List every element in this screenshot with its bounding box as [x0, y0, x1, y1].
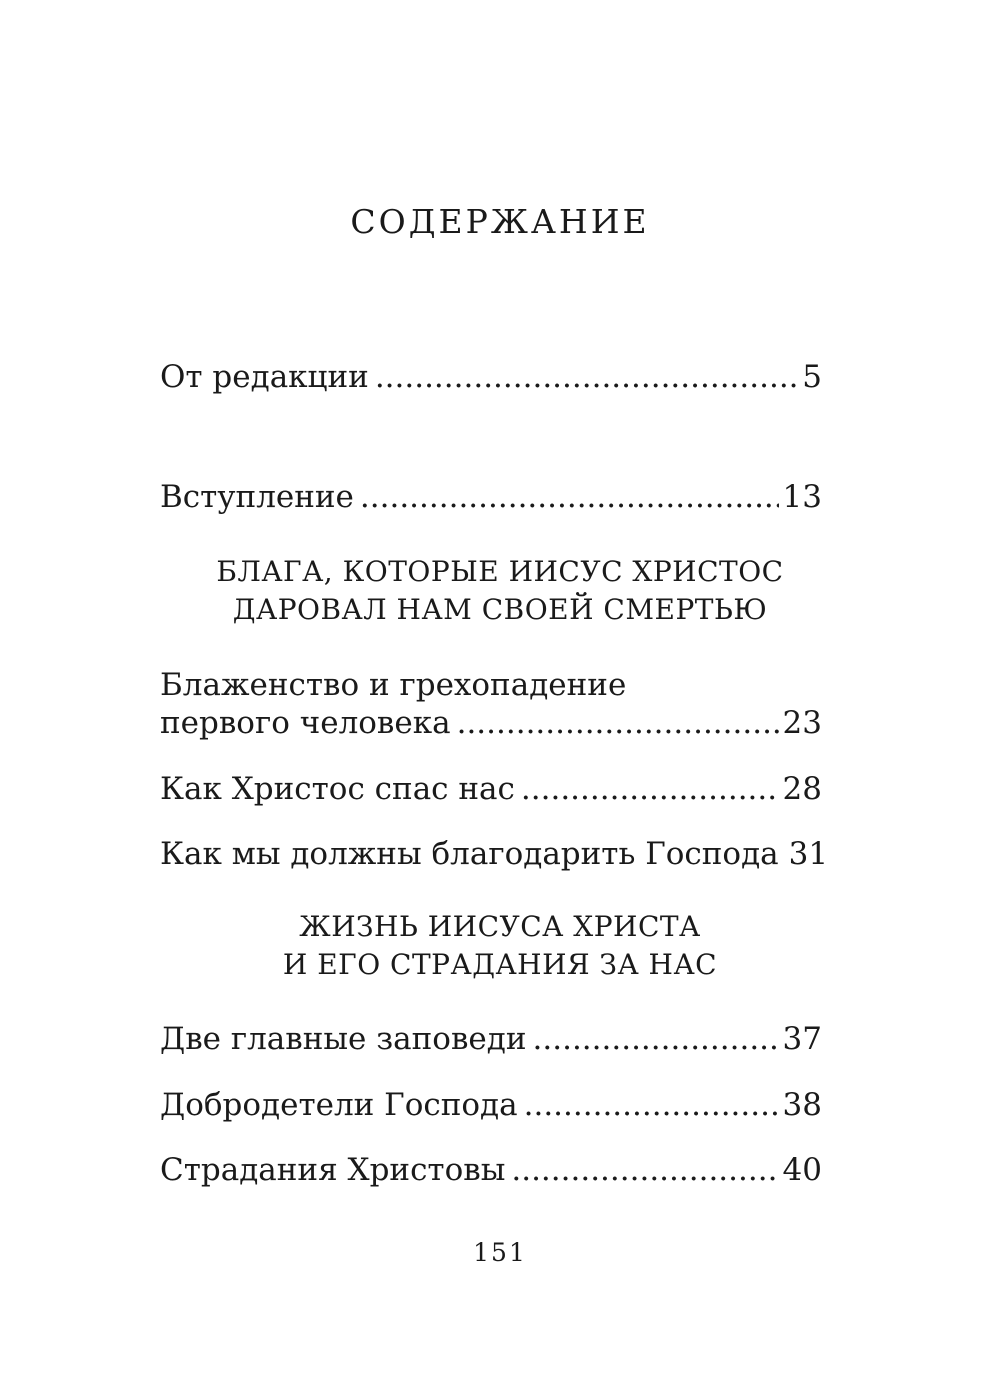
toc-entry-page: 13: [782, 479, 822, 515]
toc-entry-title: Две главные заповеди: [160, 1021, 527, 1057]
dot-leader: [360, 478, 779, 516]
toc-entry-title: Страдания Христовы: [160, 1152, 506, 1188]
page-number: 151: [473, 1238, 527, 1267]
toc-entry: [160, 1020, 822, 1058]
section-heading-line: ЖИЗНЬ ИИСУСА ХРИСТА: [299, 910, 701, 943]
toc-entry: [160, 835, 829, 873]
toc-entry: [160, 478, 822, 516]
toc-entry-title: Как мы должны благодарить Господа: [160, 836, 779, 872]
toc-entry-title-line: Блаженство и грехопадение: [160, 667, 627, 703]
section-heading: [160, 553, 840, 629]
toc-entry-page: 28: [782, 771, 822, 807]
toc-entry-page: 37: [782, 1021, 822, 1057]
toc-entry-title: Вступление: [160, 479, 354, 515]
toc-entry: [160, 666, 822, 742]
dot-leader: [457, 704, 779, 742]
page-title: СОДЕРЖАНИЕ: [350, 202, 650, 241]
toc-entry-title: От редакции: [160, 359, 369, 395]
toc-entry-title: первого человека: [160, 705, 451, 741]
section-heading-line: БЛАГА, КОТОРЫЕ ИИСУС ХРИСТОС: [216, 555, 784, 588]
toc-entry: [160, 1151, 822, 1189]
dot-leader: [511, 1151, 778, 1189]
toc-entry: [160, 358, 822, 396]
section-heading-line: И ЕГО СТРАДАНИЯ ЗА НАС: [282, 948, 718, 981]
section-heading-line: ДАРОВАЛ НАМ СВОЕЙ СМЕРТЬЮ: [232, 593, 768, 626]
toc-entry-page: 5: [802, 359, 822, 395]
dot-leader: [524, 1086, 779, 1124]
toc-entry: [160, 1086, 822, 1124]
dot-leader: [533, 1020, 779, 1058]
toc-entry-page: 23: [782, 705, 822, 741]
toc-entry-page: 38: [782, 1087, 822, 1123]
toc-entry-title: Добродетели Господа: [160, 1087, 518, 1123]
toc-entry-title: Как Христос спас нас: [160, 771, 515, 807]
toc-entry: [160, 770, 822, 808]
dot-leader: [521, 770, 779, 808]
toc-entry-page: 40: [782, 1152, 822, 1188]
toc-entry-page: 31: [788, 836, 829, 872]
dot-leader: [375, 358, 798, 396]
section-heading: [160, 908, 840, 984]
